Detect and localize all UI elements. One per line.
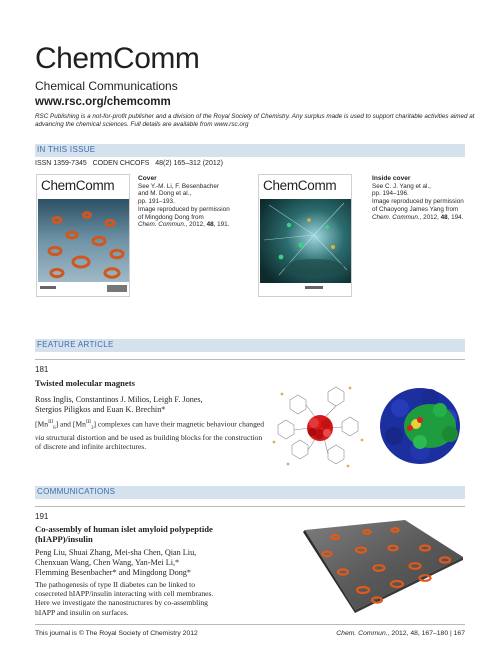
communication-number: 191 [35,512,49,521]
inside-cover-artwork [259,175,352,297]
communication-abstract-line: cosecreted hIAPP/insulin interacting with cell membranes. [35,589,214,599]
in-this-issue-bar [35,144,465,157]
cover-caption-line: See Y.-M. Li, F. Besenbacher [138,182,219,190]
inside-cover-caption-line: Image reproduced by permission [372,198,464,206]
footer-copyright: This journal is © The Royal Society of Chemistry 2012 [35,630,198,637]
feature-article-authors [35,395,265,415]
journal-subtitle: Chemical Communications [35,79,178,93]
inside-cover-masthead: ChemComm [263,178,337,193]
footer-rest: , 2012, 48, 167–180 | 167 [387,630,465,637]
volume-info: 48(2) 165–312 (2012) [155,160,223,167]
communication-abstract [35,580,285,617]
cover-caption [138,175,248,229]
issn-line [35,160,223,167]
feature-article-title[interactable]: Twisted molecular magnets [35,378,135,388]
journal-url[interactable]: www.rsc.org/chemcomm [35,96,171,108]
feature-article-number: 181 [35,365,49,374]
cover-citation-year: , 2012, [185,221,207,229]
feature-article-abstract [35,418,265,452]
feature-article-heading: FEATURE ARTICLE [37,340,114,349]
communications-bar [35,486,465,499]
cover-masthead: ChemComm [41,178,115,193]
cover-citation-journal: Chem. Commun. [138,221,186,229]
publisher-note: RSC Publishing is a not-for-profit publisher and a division of the Royal Society of Chemistry. Any surplus made is used to support charitable activities aimed at advancing the chemical sciences. Full details are available from www.rsc.org [35,113,475,129]
communications-rule [35,506,465,507]
communication-title-line: Co-assembly of human islet amyloid polypeptide [35,524,213,534]
abstract-italic: via [35,433,45,443]
feature-article-bar [35,339,465,352]
cover-citation-volume: 48 [206,221,214,229]
inside-cover-image[interactable] [258,174,352,297]
abstract-text: structural distortion and be used as building blocks for the construction of discrete and infinite architectures. [35,433,263,452]
feature-article-rule [35,359,465,360]
footer-rule [35,624,465,625]
communication-abstract-line: Here we investigate the nanostructures by co-assembling [35,598,208,608]
inside-cover-caption-line: pp. 194–196. [372,190,409,198]
inside-cover-caption-title: Inside cover [372,175,411,182]
communication-abstract-line: The pathogenesis of type II diabetes can be linked to [35,580,196,589]
footer-journal: Chem. Commun. [336,630,388,637]
communication-title-line: (hIAPP)/insulin [35,534,93,544]
inside-cover-citation-year: , 2012, [419,213,441,221]
abstract-text: ] and [Mn [55,419,86,429]
inside-cover-citation [372,214,472,222]
communications-heading: COMMUNICATIONS [37,487,116,496]
cover-caption-line: pp. 191–193. [138,198,175,206]
inside-cover-citation-journal: Chem. Commun. [372,213,420,221]
abstract-sub: 6 [53,426,56,432]
communication-abstract-line: hIAPP and insulin on surfaces. [35,607,129,617]
communication-authors [35,548,275,578]
inside-cover-caption-line: of Chaoyong James Yang from [372,205,459,213]
cover-citation-page: , 191. [213,221,230,229]
cover-caption-line: and M. Dong et al., [138,190,192,198]
abstract-sup: III [48,420,54,425]
inside-cover-citation-page: , 194. [447,213,464,221]
cover-caption-title: Cover [138,175,157,182]
communication-title[interactable] [35,524,275,544]
communication-authors-line: Chenxuan Wang, Chen Wang, Yan-Mei Li,* [35,558,180,567]
coden: CODEN CHCOFS [92,160,150,167]
feature-article-graphic[interactable] [270,380,465,470]
inside-cover-caption [372,175,472,221]
cover-image[interactable] [36,174,130,297]
abstract-sub: 3 [90,426,94,432]
footer-citation [336,630,465,637]
communication-authors-line: Flemming Besenbacher* and Mingdong Dong* [35,568,191,577]
feature-article-authors-line: Stergios Piligkos and Euan K. Brechin* [35,405,166,414]
cover-citation [138,221,248,229]
feature-article-authors-line: Ross Inglis, Constantinos J. Milios, Leigh F. Jones, [35,395,203,404]
cover-caption-line: Image reproduced by permission [138,205,230,213]
issn: ISSN 1359-7345 [35,160,87,167]
cover-caption-line: of Mingdong Dong from [138,213,204,221]
communication-graphic[interactable] [285,512,470,614]
inside-cover-caption-line: See C. J. Yang et al., [372,182,431,190]
in-this-issue-heading: IN THIS ISSUE [37,145,96,154]
communication-authors-line: Peng Liu, Shuai Zhang, Mei-sha Chen, Qian Liu, [35,548,197,557]
abstract-sup: III [85,420,91,425]
inside-cover-citation-volume: 48 [440,213,448,221]
journal-title: ChemComm [35,42,200,75]
abstract-text: [Mn [35,419,49,429]
cover-artwork [37,175,130,297]
abstract-text: ] complexes can have their magnetic behaviour changed [93,419,265,429]
